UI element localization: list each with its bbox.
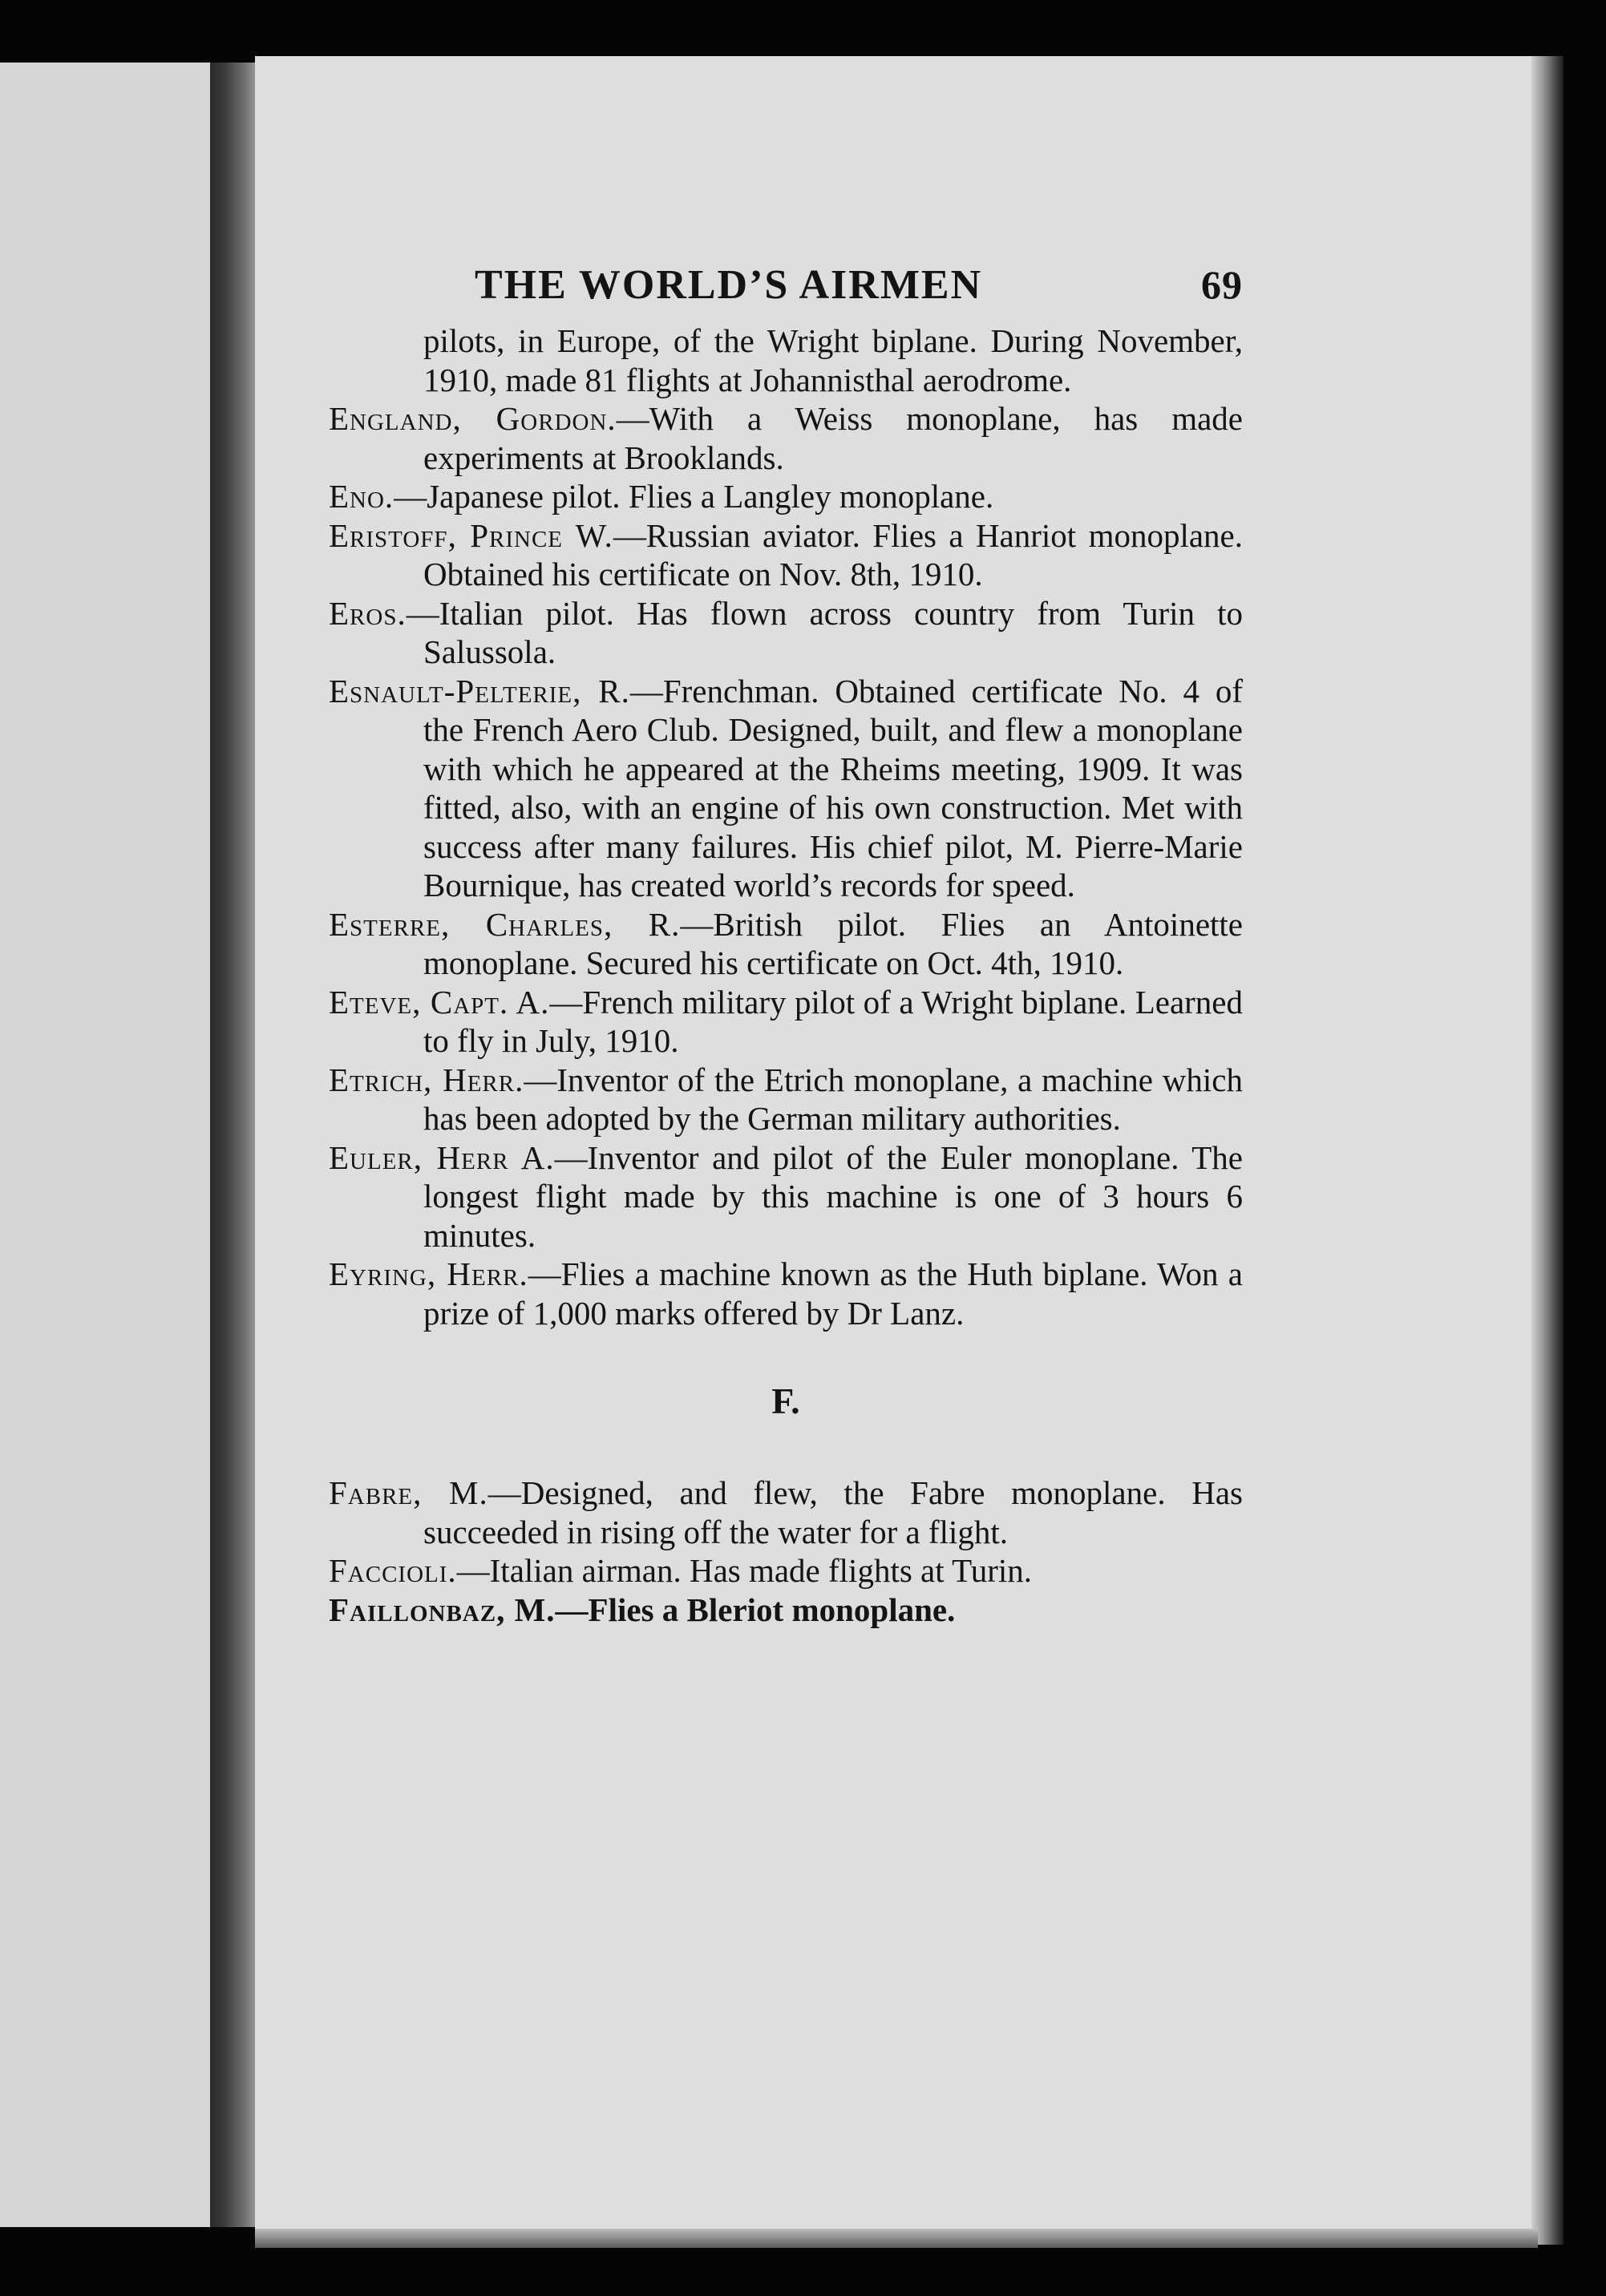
entry-name: Fabre, M. — [329, 1474, 488, 1511]
entry — [329, 672, 1243, 905]
entry-name: Etrich, Herr. — [329, 1061, 524, 1098]
page-bottom-edge — [255, 2229, 1538, 2248]
entry-text: —Italian pilot. Has flown across country from Turin to Salussola. — [406, 594, 1243, 670]
entry — [329, 516, 1243, 594]
entry-text: —Flies a machine known as the Huth biplane. Won a prize of 1,000 marks offered by Dr Lanz. — [423, 1255, 1243, 1332]
entry — [329, 1473, 1243, 1551]
running-head — [475, 249, 1243, 321]
entry — [329, 1255, 1243, 1332]
entries-e — [329, 399, 1243, 1332]
entry — [329, 983, 1243, 1061]
entry — [329, 1138, 1243, 1255]
entry-name: Faccioli. — [329, 1552, 457, 1589]
entry-text: —Italian airman. Has made flights at Turin. — [456, 1552, 1033, 1589]
entry — [329, 477, 1243, 516]
entry — [329, 399, 1243, 477]
entry-text: —French military pilot of a Wright biplane. Learned to fly in July, 1910. — [423, 983, 1243, 1059]
entry-text: —Flies a Bleriot monoplane. — [555, 1591, 956, 1628]
entry-text: —Inventor and pilot of the Euler monoplane. The longest flight made by this machine is one of 3 hours 6 minutes. — [423, 1138, 1243, 1254]
entry-text: —Japanese pilot. Flies a Langley monoplane. — [394, 478, 994, 515]
entry-name: Eno. — [329, 478, 394, 515]
entry-text: —Designed, and flew, the Fabre monoplane. Has succeeded in rising off the water for a flight. — [423, 1474, 1243, 1550]
entry — [329, 594, 1243, 672]
page-fore-edge — [1531, 56, 1564, 2245]
previous-page-edge — [0, 63, 218, 2227]
continuation-paragraph: pilots, in Europe, of the Wright biplane. During November, 1910, made 81 flights at Johannisthal aerodrome. — [423, 322, 1243, 398]
page-number: 69 — [1201, 262, 1243, 307]
page-text — [329, 249, 1243, 1629]
entry-text: —With a Weiss monoplane, has made experiments at Brooklands. — [423, 400, 1243, 476]
entry-name: Eristoff, Prince W. — [329, 516, 613, 554]
entry-name: Eros. — [329, 594, 407, 632]
entry-text: —Inventor of the Etrich monoplane, a machine which has been adopted by the German military authorities. — [423, 1061, 1243, 1137]
entry-text: —British pilot. Flies an Antoinette monoplane. Secured his certificate on Oct. 4th, 1910. — [423, 905, 1243, 981]
entry — [329, 1591, 1243, 1630]
entry — [329, 1551, 1243, 1591]
entry — [329, 1061, 1243, 1138]
entry-name: Faillonbaz, M. — [329, 1591, 556, 1628]
entry-text: —Frenchman. Obtained certificate No. 4 of the French Aero Club. Designed, built, and flew a monoplane with which he appeared at the Rheims meeting, 1909. It was fitted, also, with an engine of his own construction. Met with success after many failures. His chief pilot, M. Pierre-Marie Bournique, has created world’s records for speed. — [423, 672, 1243, 903]
entry-name: Esnault-Pelterie, R. — [329, 672, 630, 709]
running-head-title: THE WORLD’S AIRMEN — [475, 262, 983, 308]
entry-name: Eyring, Herr. — [329, 1255, 528, 1292]
entry-name: England, Gordon. — [329, 400, 617, 437]
entry-name: Eteve, Capt. A. — [329, 983, 550, 1021]
entry-text: —Russian aviator. Flies a Hanriot monoplane. Obtained his certificate on Nov. 8th, 1910. — [423, 516, 1243, 592]
section-heading: F. — [771, 1380, 800, 1421]
entry-name: Euler, Herr A. — [329, 1138, 555, 1176]
entry — [329, 905, 1243, 983]
book-gutter — [210, 63, 257, 2227]
entries-f — [329, 1473, 1243, 1629]
entry-name: Esterre, Charles, R. — [329, 905, 681, 943]
